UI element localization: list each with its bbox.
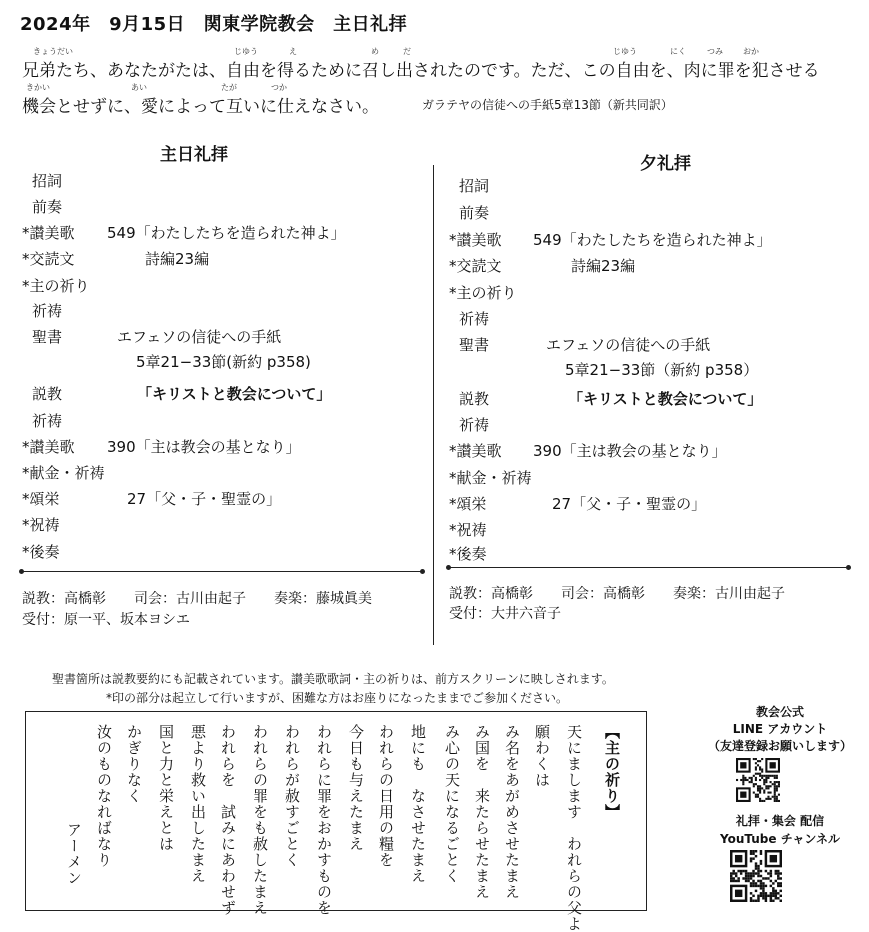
line-account-title: 教会公式: [755, 705, 804, 719]
order-item-value: 549「わたしたちを造られた神よ」: [107, 224, 346, 242]
order-item-label: *献金・祈祷: [449, 469, 532, 487]
lords-prayer-line: われらが赦すごとく: [283, 724, 301, 868]
order-item-label: *祝祷: [449, 521, 487, 539]
order-item-label: *主の祈り: [22, 277, 90, 295]
furigana: にく: [670, 47, 686, 56]
lords-prayer-line: 汝のものなればなり: [95, 724, 113, 868]
order-item-label: 説教: [32, 385, 63, 403]
evening-staff-line-2: 受付：大井六音子: [449, 606, 561, 622]
order-item-value: 5章21−33節(新約 p358): [136, 353, 311, 371]
lords-prayer-line: 国と力と栄えとは: [157, 724, 175, 852]
order-item-value: 27「父・子・聖霊の」: [552, 495, 707, 513]
lords-prayer-title: 【主の祈り】: [603, 724, 621, 820]
evening-service-heading: 夕礼拝: [640, 154, 691, 174]
order-item-value: 549「わたしたちを造られた神よ」: [533, 231, 772, 249]
order-item-label: *讃美歌: [449, 442, 502, 460]
order-item-value: 詩編23編: [145, 250, 210, 268]
youtube-subtitle: YouTube チャンネル: [720, 832, 840, 846]
order-item-label: *祝祷: [22, 516, 60, 534]
lords-prayer-line: 願わくは: [533, 724, 551, 788]
note-line-2: *印の部分は起立して行いますが、困難な方はお座りになったままでご参加ください。: [106, 691, 569, 705]
lords-prayer-line: 天にまします われらの父よ: [565, 724, 583, 932]
furigana: きょうだい: [33, 47, 73, 56]
order-item-label: 祈祷: [32, 412, 63, 430]
morning-staff-line-2: 受付：原一平、坂本ヨシエ: [22, 612, 190, 628]
order-item-label: 前奏: [32, 198, 63, 216]
order-item-label: 聖書: [32, 328, 63, 346]
scripture-verse-line-2: 機会とせずに、愛によって互いに仕えなさい。: [22, 97, 379, 117]
order-item-label: *後奏: [22, 543, 60, 561]
lords-prayer-line: われらに罪をおかすものを: [315, 724, 333, 916]
youtube-title: 礼拝・集会 配信: [735, 814, 825, 828]
furigana: きかい: [26, 83, 50, 92]
lords-prayer-line: アーメン: [65, 822, 83, 886]
order-item-label: 祈祷: [459, 310, 490, 328]
lords-prayer-line: み名をあがめさせたまえ: [503, 724, 521, 900]
lords-prayer-line: われらを 試みにあわせず: [219, 724, 237, 916]
page-title: 2024年 9月15日 関東学院教会 主日礼拝: [20, 14, 408, 35]
order-item-value: 390「主は教会の基となり」: [533, 442, 727, 460]
note-line-1: 聖書箇所は説教要約にも記載されています。讃美歌歌詞・主の祈りは、前方スクリーンに映しされます。: [52, 672, 614, 686]
order-item-label: *讃美歌: [22, 438, 75, 456]
furigana: じゆう: [234, 47, 258, 56]
order-item-label: *讃美歌: [449, 231, 502, 249]
order-item-value: エフェソの信徒への手紙: [546, 336, 711, 354]
order-item-label: *後奏: [449, 545, 487, 563]
qr-code-icon[interactable]: [736, 758, 780, 802]
order-item-label: 聖書: [459, 336, 490, 354]
furigana: おか: [743, 47, 759, 56]
order-item-value: 詩編23編: [571, 257, 636, 275]
order-item-label: *献金・祈祷: [22, 464, 105, 482]
order-item-label: *頌栄: [449, 495, 487, 513]
order-item-label: 招詞: [459, 177, 490, 195]
lords-prayer-line: われらの日用の糧を: [377, 724, 395, 868]
lords-prayer-line: われらの罪をも赦したまえ: [251, 724, 269, 916]
furigana: つか: [271, 83, 287, 92]
morning-staff-line-1: 説教：高橋彰 司会：古川由起子 奏楽：藤城眞美: [22, 591, 372, 607]
order-item-value: エフェソの信徒への手紙: [117, 328, 282, 346]
order-item-value: 27「父・子・聖霊の」: [127, 490, 282, 508]
order-item-label: 祈祷: [459, 416, 490, 434]
order-item-label: 説教: [459, 390, 490, 408]
evening-divider-rule: [449, 567, 849, 568]
sermon-title: 「キリストと教会について」: [137, 385, 332, 403]
rule-end-dot: [420, 569, 425, 574]
lords-prayer-line: 地にも なさせたまえ: [409, 724, 427, 884]
furigana: あい: [131, 83, 147, 92]
furigana: つみ: [707, 47, 723, 56]
furigana: え: [289, 47, 297, 56]
order-item-label: *讃美歌: [22, 224, 75, 242]
rule-end-dot: [846, 565, 851, 570]
lords-prayer-line: 悪より救い出したまえ: [189, 724, 207, 884]
qr-code-icon[interactable]: [730, 850, 782, 902]
furigana: だ: [403, 47, 411, 56]
furigana: め: [371, 47, 379, 56]
scripture-verse-line-1: 兄弟たち、あなたがたは、自由を得るために召し出されたのです。ただ、この自由を、肉に罪を犯させる: [22, 61, 820, 81]
order-item-label: *頌栄: [22, 490, 60, 508]
rule-end-dot: [446, 565, 451, 570]
lords-prayer-line: 今日も与えたまえ: [347, 724, 365, 852]
order-item-label: *主の祈り: [449, 284, 517, 302]
rule-end-dot: [19, 569, 24, 574]
line-account-note: （友達登録お願いします）: [707, 739, 852, 753]
order-item-label: 招詞: [32, 172, 63, 190]
scripture-citation: ガラテヤの信徒への手紙5章13節（新共同訳）: [422, 98, 673, 112]
lords-prayer-line: かぎりなく: [125, 724, 143, 804]
line-account-subtitle: LINE アカウント: [732, 722, 828, 736]
morning-divider-rule: [22, 571, 422, 572]
furigana: じゆう: [613, 47, 637, 56]
morning-service-heading: 主日礼拝: [160, 145, 228, 165]
order-item-label: 前奏: [459, 204, 490, 222]
lords-prayer-line: み国を 来たらせたまえ: [473, 724, 491, 900]
order-item-label: *交読文: [449, 257, 502, 275]
order-item-label: 祈祷: [32, 302, 63, 320]
sermon-title: 「キリストと教会について」: [568, 390, 763, 408]
evening-staff-line-1: 説教：高橋彰 司会：高橋彰 奏楽：古川由起子: [449, 586, 785, 602]
order-item-label: *交読文: [22, 250, 75, 268]
lords-prayer-box: [25, 711, 647, 932]
lords-prayer-line: み心の天になるごとく: [443, 724, 461, 884]
order-item-value: 390「主は教会の基となり」: [107, 438, 301, 456]
order-item-value: 5章21−33節（新約 p358）: [565, 361, 759, 379]
furigana: たが: [221, 83, 237, 92]
column-divider: [433, 165, 434, 645]
